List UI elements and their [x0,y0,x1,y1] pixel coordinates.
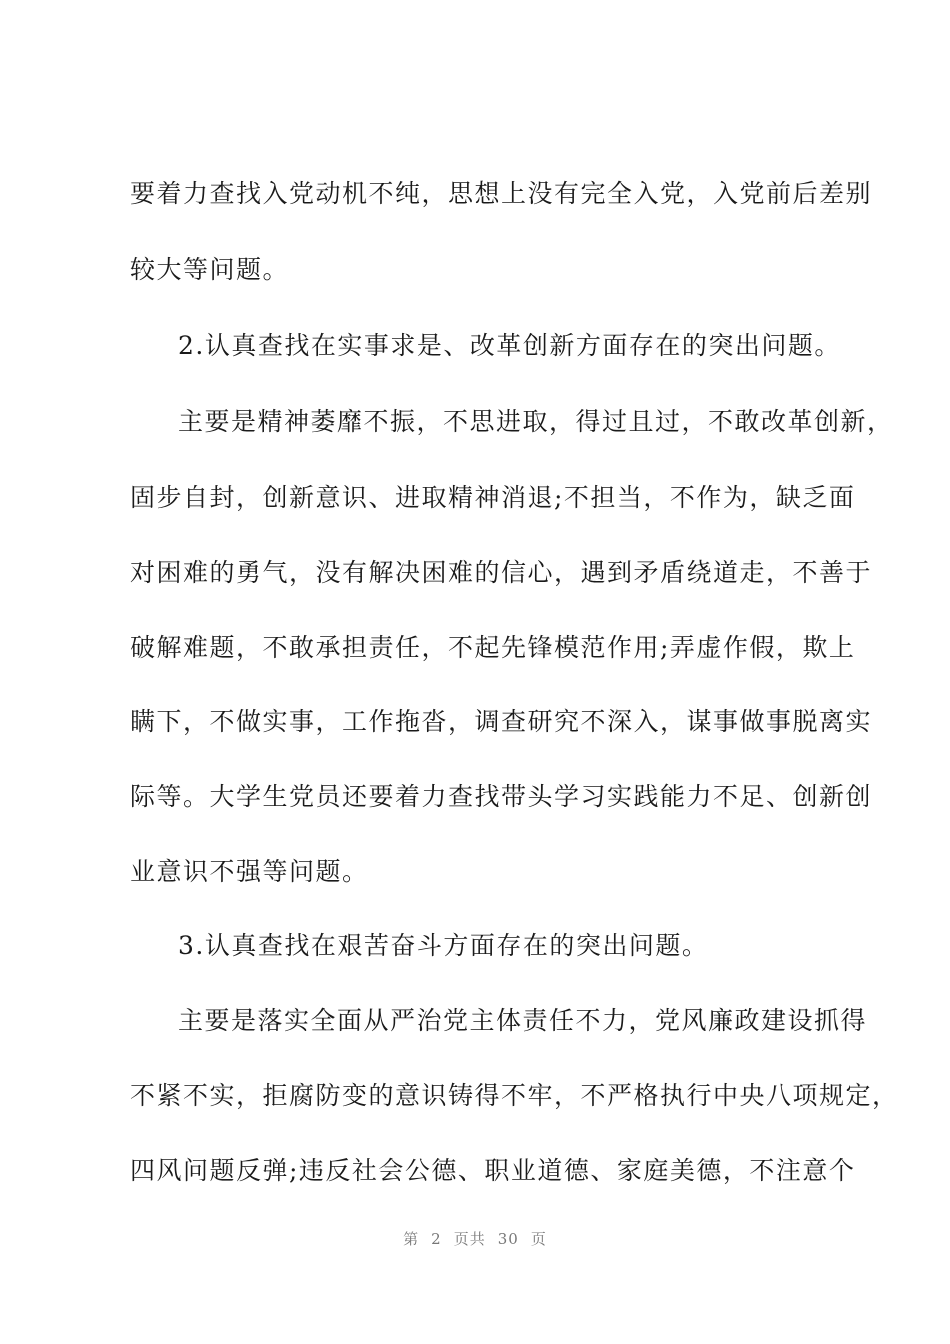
footer-suffix: 页 [530,1230,547,1248]
paragraph-line: 业意识不强等问题。 [130,857,369,886]
paragraph-line: 瞒下，不做实事，工作拖沓，调查研究不深入，谋事做事脱离实 [130,707,873,736]
footer-middle: 页共 [453,1230,486,1248]
paragraph-line: 固步自封，创新意识、进取精神消退;不担当，不作为，缺乏面 [130,483,856,512]
paragraph-line: 四风问题反弹;违反社会公德、职业道德、家庭美德，不注意个 [130,1156,856,1185]
paragraph-line: 主要是落实全面从严治党主体责任不力，党风廉政建设抓得 [178,1006,868,1035]
paragraph-line: 对困难的勇气，没有解决困难的信心，遇到矛盾绕道走，不善于 [130,558,873,587]
paragraph-line: 不紧不实，拒腐防变的意识铸得不牢，不严格执行中央八项规定， [130,1081,899,1110]
footer-total-pages: 30 [497,1230,519,1248]
paragraph-line: 要着力查找入党动机不纯，思想上没有完全入党，入党前后差别 [130,179,873,208]
paragraph-line: 破解难题，不敢承担责任，不起先锋模范作用;弄虚作假，欺上 [130,633,856,662]
paragraph-line: 际等。大学生党员还要着力查找带头学习实践能力不足、创新创 [130,782,873,811]
section-heading: 2.认真查找在实事求是、改革创新方面存在的突出问题。 [178,331,841,360]
section-heading: 3.认真查找在艰苦奋斗方面存在的突出问题。 [178,931,709,960]
page-footer [0,1228,950,1249]
footer-page-number: 2 [431,1230,442,1248]
paragraph-line: 主要是精神萎靡不振，不思进取，得过且过，不敢改革创新， [178,407,894,436]
paragraph-line: 较大等问题。 [130,255,290,284]
footer-prefix: 第 [403,1230,420,1248]
